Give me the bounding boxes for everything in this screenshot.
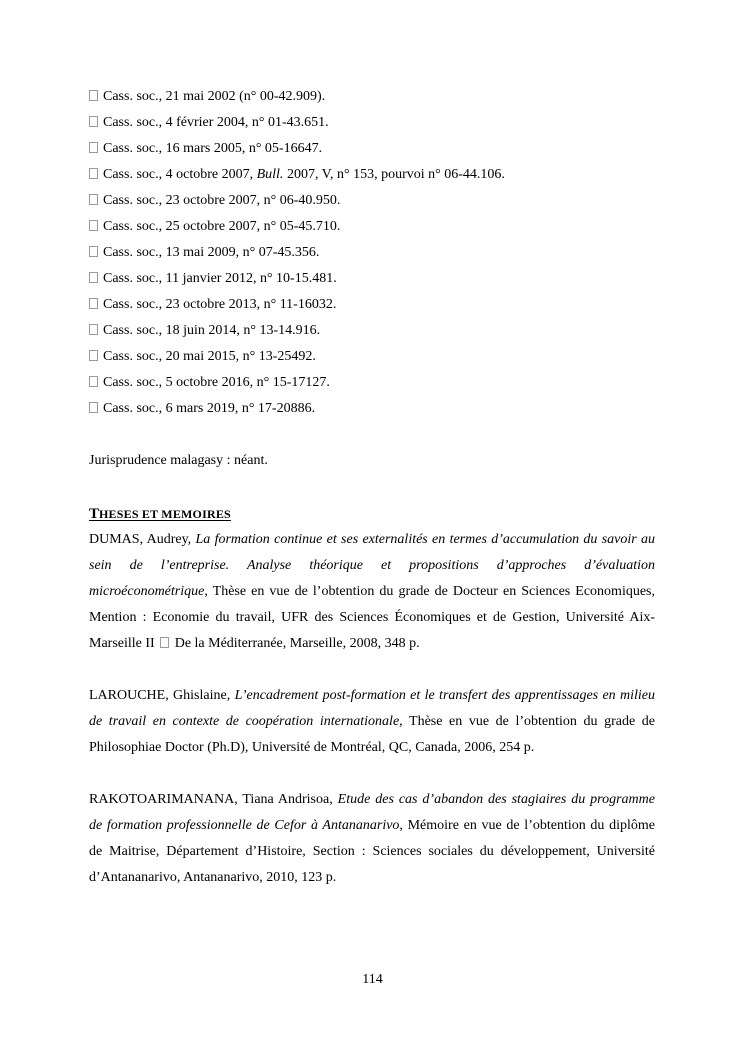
list-item: Cass. soc., 4 octobre 2007, Bull. 2007, V, n° 153, pourvoi n° 06-44.106.: [89, 164, 655, 190]
list-item: Cass. soc., 23 octobre 2007, n° 06-40.950.: [89, 190, 655, 216]
list-item: Cass. soc., 13 mai 2009, n° 07-45.356.: [89, 242, 655, 268]
bullet-box-icon: [89, 272, 98, 283]
list-item: Cass. soc., 18 juin 2014, n° 13-14.916.: [89, 320, 655, 346]
bullet-box-icon: [89, 116, 98, 127]
bullet-box-icon: [89, 142, 98, 153]
list-item: Cass. soc., 5 octobre 2016, n° 15-17127.: [89, 372, 655, 398]
bullet-box-icon: [89, 90, 98, 101]
list-item: Cass. soc., 23 octobre 2013, n° 11-16032.: [89, 294, 655, 320]
jurisprudence-list: [89, 86, 655, 424]
list-item: Cass. soc., 20 mai 2015, n° 13-25492.: [89, 346, 655, 372]
thesis-entry-larouche: LAROUCHE, Ghislaine, L’encadrement post-formation et le transfert des apprentissages en milieu de travail en contexte de coopération internationale, Thèse en vue de l’obtention du grade de Philosophiae Doctor (Ph.D), Université de Montréal, QC, Canada, 2006, 254 p.: [89, 688, 655, 755]
list-item: Cass. soc., 25 octobre 2007, n° 05-45.710.: [89, 216, 655, 242]
page-number: 114: [362, 972, 383, 987]
bullet-box-icon: [89, 402, 98, 413]
thesis-entry-rakotoarimanana: RAKOTOARIMANANA, Tiana Andrisoa, Etude des cas d’abandon des stagiaires du programme de formation professionnelle de Cefor à Antananarivo, Mémoire en vue de l’obtention du diplôme de Maitrise, Département d’Histoire, Section : Sciences sociales du développement, Université d’Antananarivo, Antananarivo, 2010, 123 p.: [89, 792, 655, 885]
thesis-entry-dumas: DUMAS, Audrey, La formation continue et ses externalités en termes d’accumulation du savoir au sein de l’entreprise. Analyse théorique et propositions d’approches d’évaluation microéconométrique, Thèse en vue de l’obtention du grade de Docteur en Sciences Economiques, Mention : Economie du travail, UFR des Sciences Économiques et de Gestion, Université Aix-Marseille II De la Méditerranée, Marseille, 2008, 348 p.: [89, 532, 655, 651]
thesis-title: Etude des cas d’abandon des stagiaires du programme de formation professionnelle de Cefor à Antananarivo: [89, 792, 655, 833]
bullet-box-icon: [89, 376, 98, 387]
bullet-box-icon: [89, 350, 98, 361]
bullet-box-icon: [89, 168, 98, 179]
malagasy-jurisprudence-note: Jurisprudence malagasy : néant.: [89, 453, 268, 468]
bullet-box-icon: [89, 246, 98, 257]
list-item: Cass. soc., 11 janvier 2012, n° 10-15.481.: [89, 268, 655, 294]
missing-glyph-box-icon: [160, 637, 169, 648]
list-item: Cass. soc., 4 février 2004, n° 01-43.651.: [89, 112, 655, 138]
page-body: [89, 86, 655, 891]
bulletin-abbrev: Bull.: [256, 167, 284, 182]
list-item: Cass. soc., 6 mars 2019, n° 17-20886.: [89, 398, 655, 424]
bullet-box-icon: [89, 324, 98, 335]
thesis-title: L’encadrement post-formation et le transfert des apprentissages en milieu de travail en contexte de coopération internationale: [89, 688, 655, 729]
list-item: Cass. soc., 21 mai 2002 (n° 00-42.909).: [89, 86, 655, 112]
bullet-box-icon: [89, 194, 98, 205]
section-heading-theses: THESES ET MEMOIRES: [89, 506, 231, 522]
thesis-title: La formation continue et ses externalités en termes d’accumulation du savoir au sein de l’entreprise. Analyse théorique et propositions d’approches d’évaluation microéconométrique: [89, 532, 655, 599]
bullet-box-icon: [89, 298, 98, 309]
bullet-box-icon: [89, 220, 98, 231]
list-item: Cass. soc., 16 mars 2005, n° 05-16647.: [89, 138, 655, 164]
